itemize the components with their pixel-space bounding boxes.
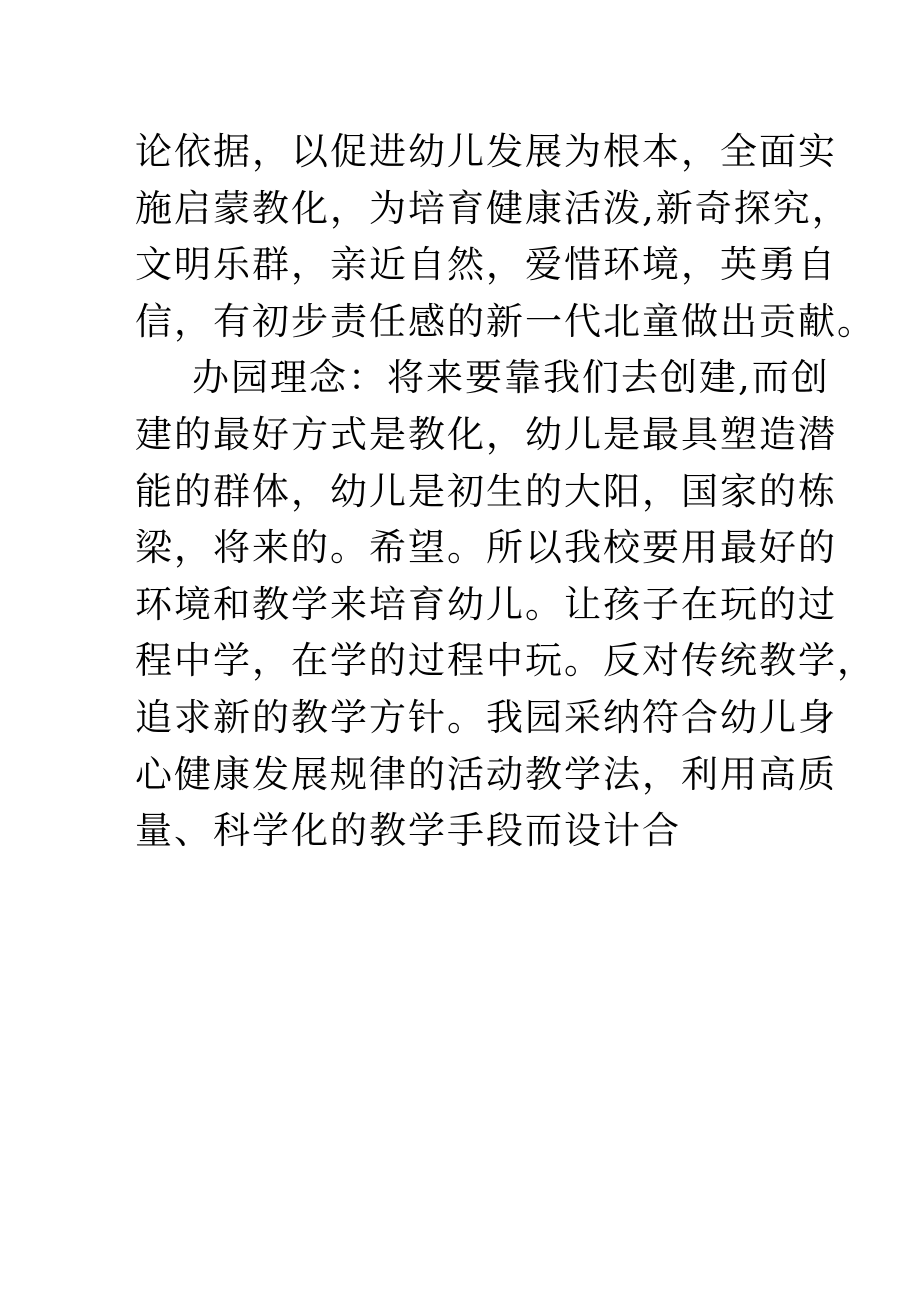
text-line: 量、科学化的教学手段而设计合 xyxy=(135,809,681,853)
text-line: 建的最好方式是教化，幼儿是最具塑造潜 xyxy=(135,412,837,456)
text-line: 施启蒙教化，为培育健康活泼,新奇探究， xyxy=(135,186,851,230)
document-body xyxy=(135,124,876,860)
text-line: 程中学，在学的过程中玩。反对传统教学， xyxy=(135,639,876,683)
paragraph-start-line: 办园理念：将来要靠我们去创建,而创 xyxy=(192,356,830,400)
text-line: 追求新的教学方针。我园采纳符合幼儿身 xyxy=(135,695,837,739)
text-line: 论依据，以促进幼儿发展为根本，全面实 xyxy=(135,130,837,173)
text-line: 梁，将来的。希望。所以我校要用最好的 xyxy=(135,526,837,570)
text-line: 信，有初步责任感的新一代北童做出贡献。 xyxy=(135,299,876,343)
text-line: 能的群体，幼儿是初生的大阳，国家的栋 xyxy=(135,469,837,513)
text-line: 心健康发展规律的活动教学法，利用高质 xyxy=(135,752,837,796)
text-line: 环境和教学来培育幼儿。让孩子在玩的过 xyxy=(135,582,837,626)
text-line: 文明乐群，亲近自然，爱惜环境，英勇自 xyxy=(135,243,837,287)
